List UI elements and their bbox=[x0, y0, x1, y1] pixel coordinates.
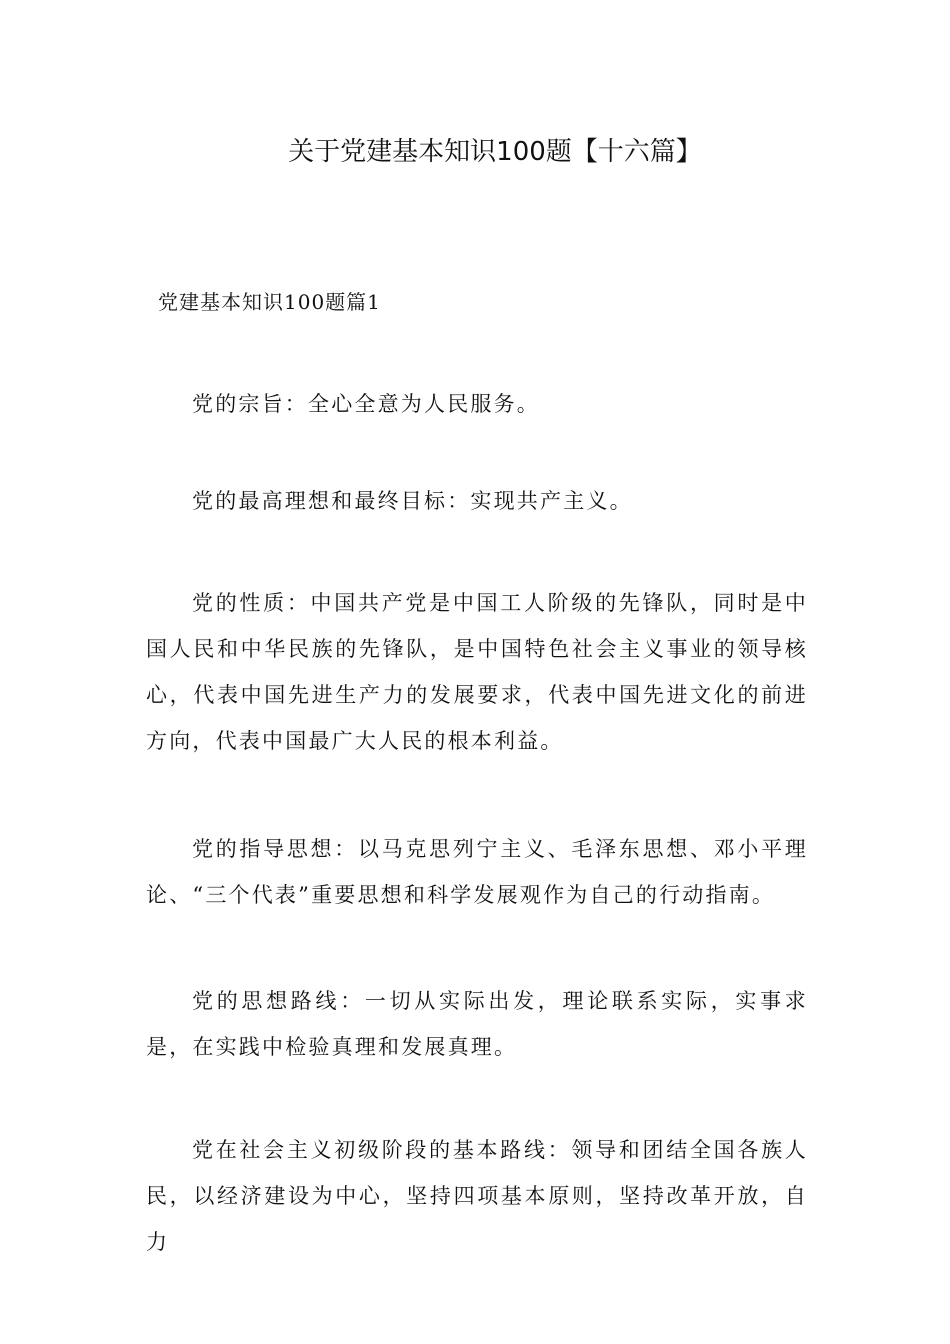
section-heading: 党建基本知识100题篇1 bbox=[158, 290, 381, 314]
document-title: 关于党建基本知识100题【十六篇】 bbox=[288, 137, 702, 167]
paragraph-party-nature: 党的性质：中国共产党是中国工人阶级的先锋队，同时是中国人民和中华民族的先锋队，是中国特色社会主义事业的领导核心，代表中国先进生产力的发展要求，代表中国先进文化的前进方向，代表中国最广大人民的根本利益。 bbox=[146, 591, 808, 753]
paragraph-basic-line: 党在社会主义初级阶段的基本路线：领导和团结全国各族人民，以经济建设为中心，坚持四项基本原则，坚持改革开放，自力 bbox=[146, 1138, 808, 1254]
paragraph-ideological-line: 党的思想路线：一切从实际出发，理论联系实际，实事求是，在实践中检验真理和发展真理。 bbox=[146, 989, 808, 1059]
paragraph-guiding-ideology: 党的指导思想：以马克思列宁主义、毛泽东思想、邓小平理论、“三个代表”重要思想和科学发展观作为自己的行动指南。 bbox=[146, 837, 808, 907]
paragraph-party-ultimate-goal: 党的最高理想和最终目标：实现共产主义。 bbox=[192, 489, 633, 513]
paragraph-party-purpose: 党的宗旨：全心全意为人民服务。 bbox=[192, 392, 540, 416]
